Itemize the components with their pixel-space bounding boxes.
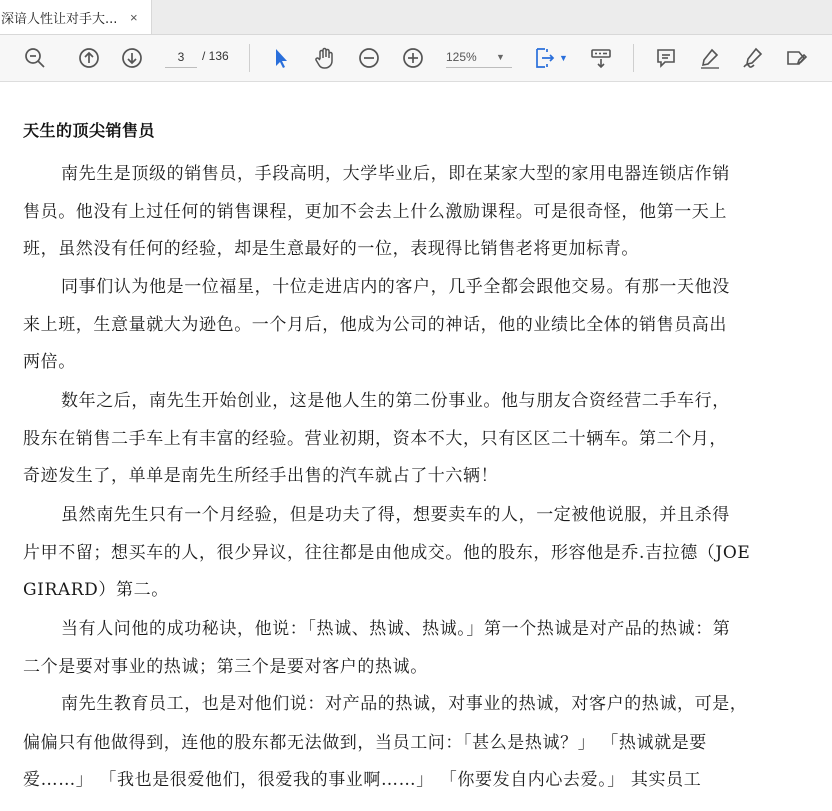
zoom-value: 125% [446, 50, 477, 64]
paragraph-line: 南先生是顶级的销售员，手段高明，大学毕业后，即在某家大型的家用电器连锁店作销 [61, 164, 730, 184]
chevron-down-icon: ▼ [496, 52, 505, 62]
paragraph-line: 爱……」 「我也是很爱他们，很爱我的事业啊……」 「你要发自内心去爱。」 其实员工 [23, 770, 702, 790]
paragraph-line: 二个是要对事业的热诚；第三个是要对客户的热诚。 [23, 657, 428, 677]
page-number-input[interactable] [165, 47, 197, 68]
page-total: / 136 [202, 49, 229, 63]
edit-tag-icon[interactable] [784, 45, 810, 71]
paragraph-line: 奇迹发生了，单单是南先生所经手出售的汽车就占了十六辆！ [23, 466, 499, 486]
paragraph-line: 股东在销售二手车上有丰富的经验。营业初期，资本不大，只有区区二十辆车。第二个月， [23, 429, 727, 449]
section-heading: 天生的顶尖销售员 [23, 121, 156, 140]
tab-bar [0, 0, 832, 35]
document-page [0, 82, 832, 811]
minus-circle-icon[interactable] [356, 45, 382, 71]
zoom-select[interactable] [446, 47, 512, 68]
fit-dropdown-icon[interactable]: ▼ [559, 53, 568, 63]
paragraph-line: 班，虽然没有任何的经验，却是生意最好的一位，表现得比销售老将更加标青。 [23, 239, 639, 259]
page-up-icon[interactable] [76, 45, 102, 71]
toolbar [0, 35, 832, 82]
paragraph-line: 虽然南先生只有一个月经验，但是功夫了得，想要卖车的人，一定被他说服，并且杀得 [61, 505, 730, 525]
paragraph-line: 当有人问他的成功秘诀，他说：「热诚、热诚、热诚。」第一个热诚是对产品的热诚：第 [61, 619, 731, 639]
paragraph-line: 偏偏只有他做得到，连他的股东都无法做到，当员工问：「甚么是热诚？」 「热诚就是要 [23, 733, 707, 753]
toolbar-divider [633, 44, 634, 72]
highlight-pen-icon[interactable] [697, 45, 723, 71]
plus-circle-icon[interactable] [400, 45, 426, 71]
scroll-mode-icon[interactable] [588, 45, 614, 71]
toolbar-divider [249, 44, 250, 72]
paragraph-line: 来上班，生意量就大为逊色。一个月后，他成为公司的神话，他的业绩比全体的销售员高出 [23, 315, 727, 335]
paragraph-line: 售员。他没有上过任何的销售课程，更加不会去上什么激励课程。可是很奇怪，他第一天上 [23, 202, 727, 222]
comment-icon[interactable] [653, 45, 679, 71]
tab-title: 深谙人性让对手大... [1, 11, 118, 27]
page-down-icon[interactable] [119, 45, 145, 71]
paragraph-line: 南先生教育员工，也是对他们说：对产品的热诚，对事业的热诚，对客户的热诚，可是， [61, 694, 748, 714]
document-tab[interactable] [0, 0, 152, 34]
paragraph-line: 两倍。 [23, 352, 76, 372]
paragraph-line: 片甲不留；想买车的人，很少异议，往往都是由他成交。他的股东，形容他是乔.吉拉德（JOE [23, 543, 751, 563]
sign-icon[interactable] [740, 45, 766, 71]
select-cursor-icon[interactable] [268, 45, 294, 71]
paragraph-line: 同事们认为他是一位福星，十位走进店内的客户，几乎全都会跟他交易。有那一天他没 [61, 277, 730, 297]
paragraph-line: 数年之后，南先生开始创业，这是他人生的第二份事业。他与朋友合资经营二手车行， [61, 391, 730, 411]
fit-page-icon[interactable] [532, 45, 558, 71]
close-icon[interactable]: × [130, 9, 138, 25]
hand-tool-icon[interactable] [312, 45, 338, 71]
zoom-out-magnifier-icon[interactable] [22, 45, 48, 71]
paragraph-line: GIRARD）第二。 [23, 580, 169, 600]
